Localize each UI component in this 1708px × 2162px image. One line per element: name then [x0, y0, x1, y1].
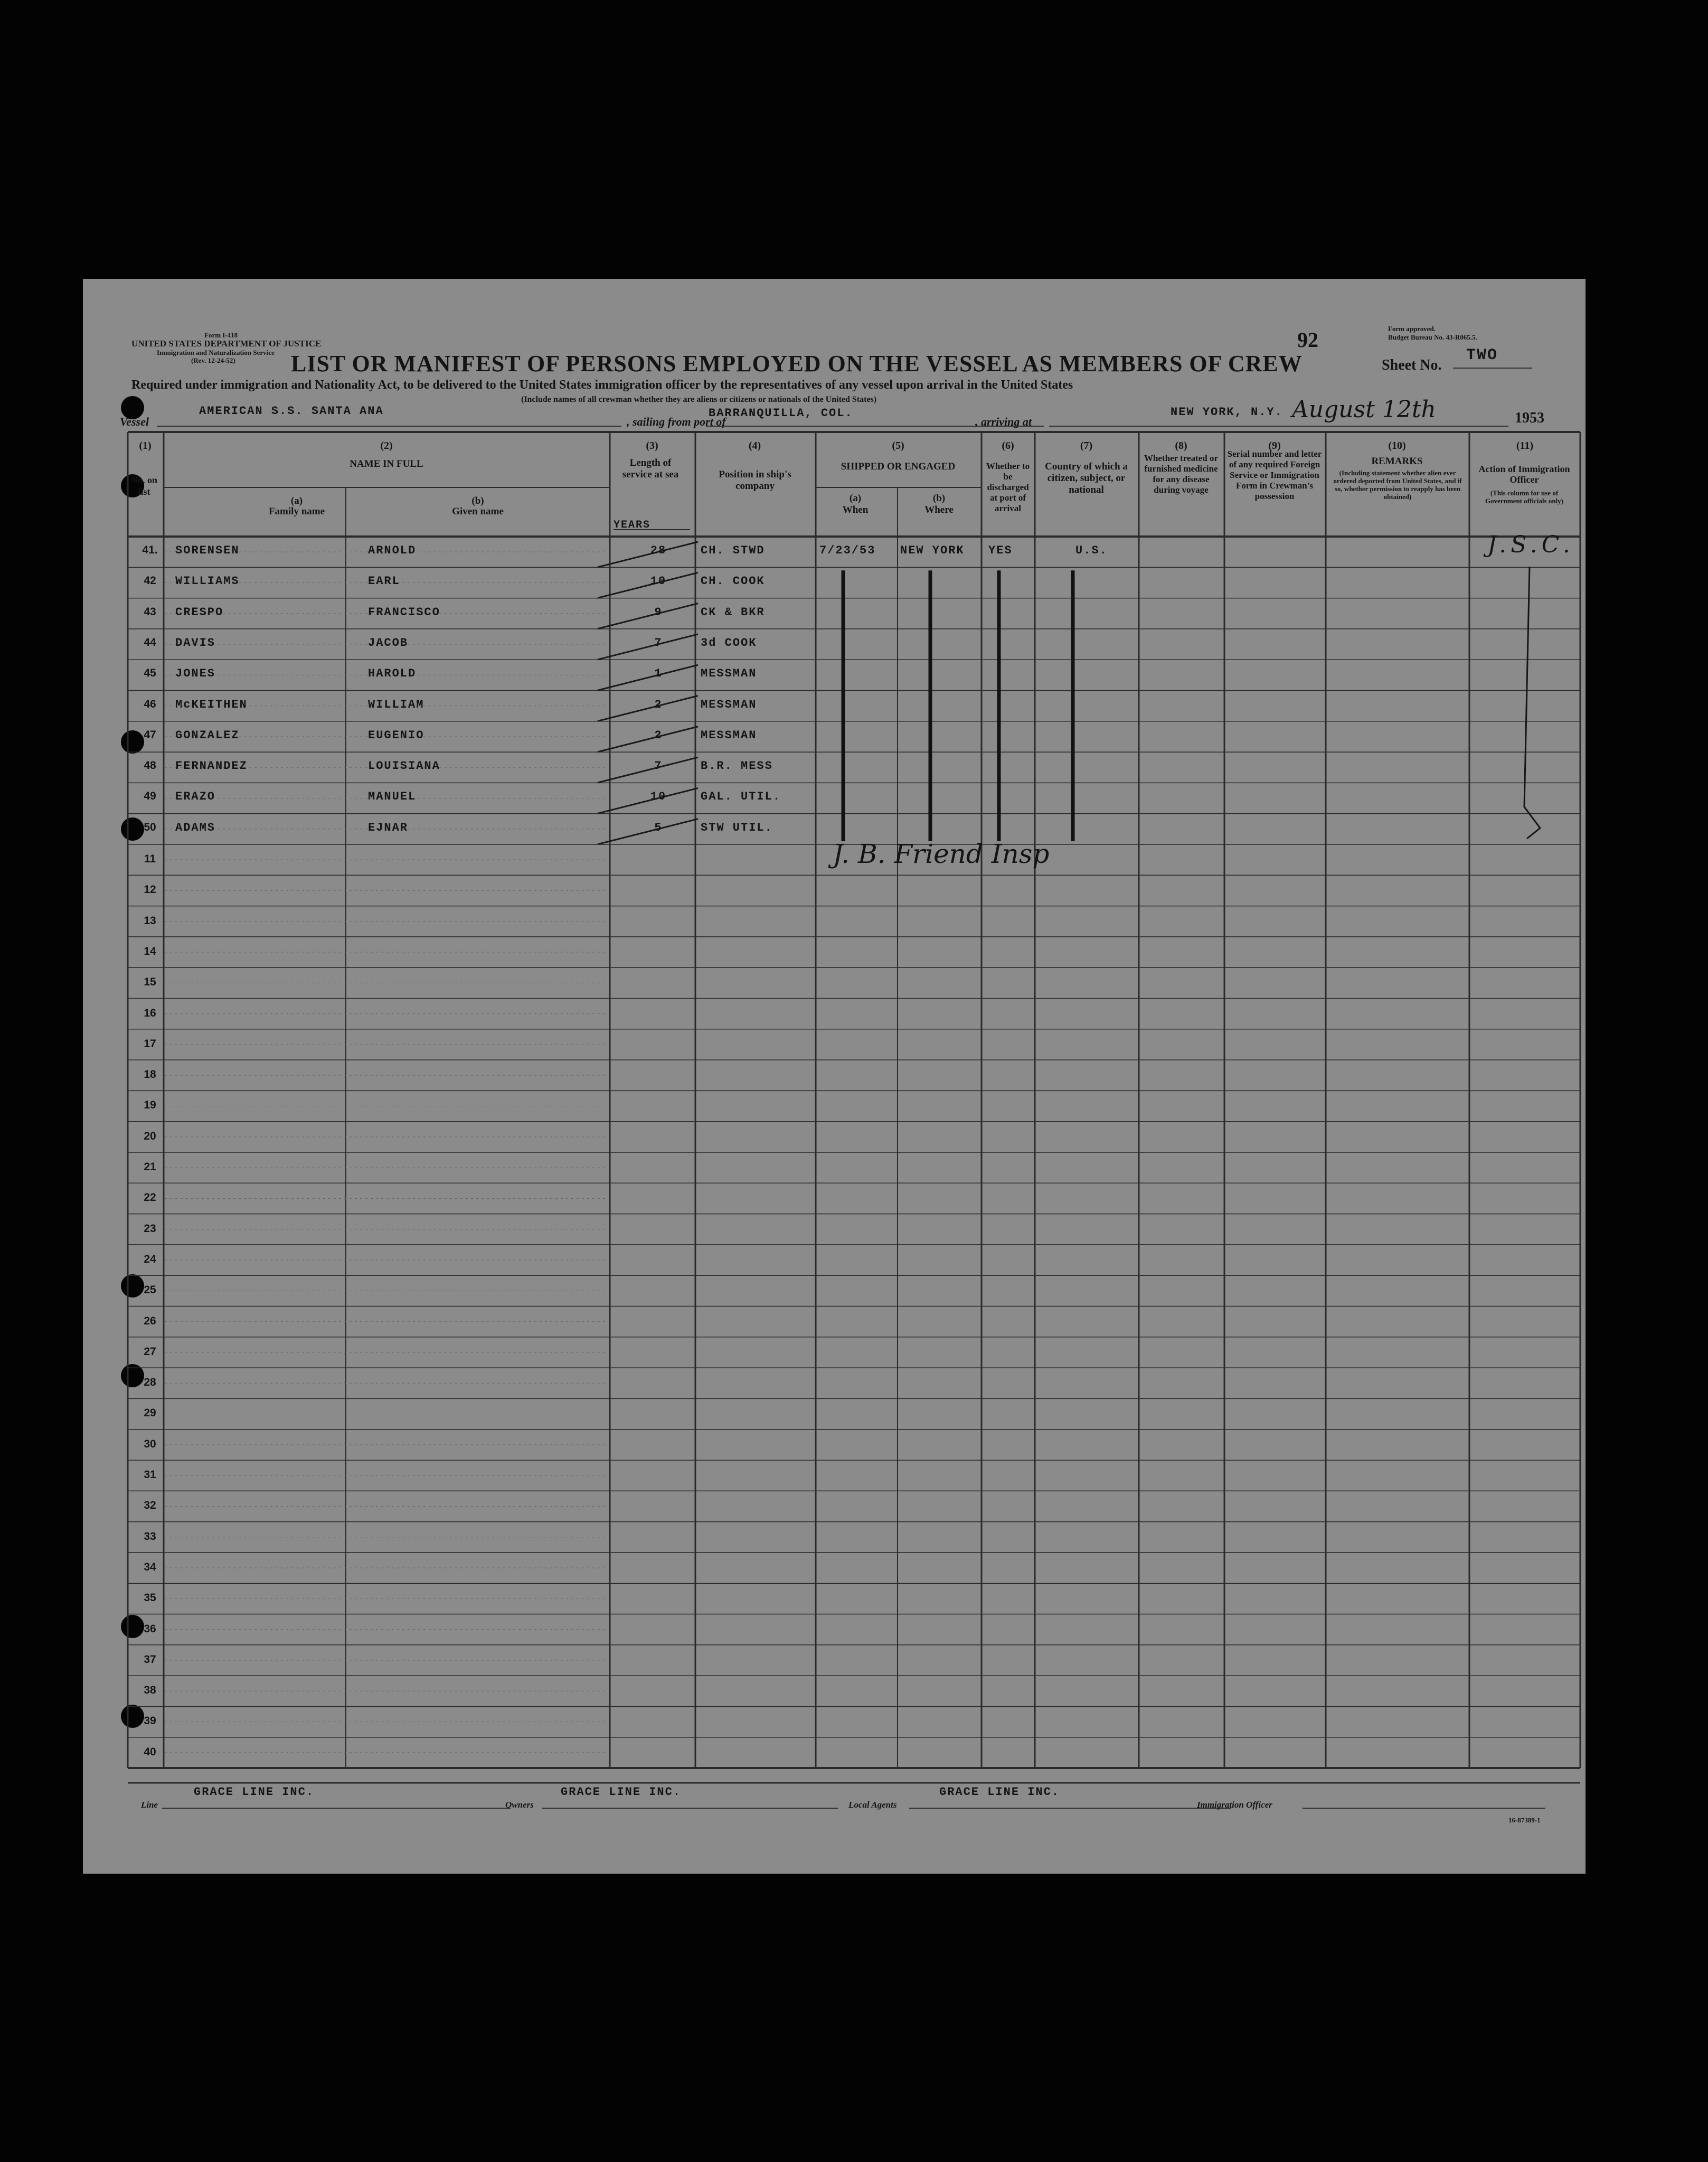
row-number: 30	[144, 1437, 156, 1450]
sheet-number: TWO	[1466, 346, 1498, 364]
budget-bureau: Budget Bureau No. 43-R065.5.	[1388, 333, 1477, 341]
name-in-full-header: NAME IN FULL	[350, 458, 423, 469]
position-header: Position in ship's company	[719, 469, 791, 492]
remarks-note: (Including statement whether alien ever ordered deported from United States, and if so, whether permission to reapply has been obtained)	[1333, 469, 1462, 501]
row-number: 33	[144, 1530, 156, 1543]
row-number: 49	[144, 790, 156, 803]
column-number-2: (2)	[380, 440, 393, 452]
sailing-port: BARRANQUILLA, COL.	[709, 407, 853, 420]
service-name: Immigration and Naturalization Service	[157, 349, 275, 356]
when-letter: (a)	[849, 493, 862, 504]
position-cell: MESSMAN	[701, 667, 757, 681]
years-at-sea-cell: 7	[654, 636, 663, 650]
family-name-cell: FERNANDEZ	[175, 759, 248, 773]
row-number: 39	[144, 1715, 156, 1727]
page-number: 92	[1297, 328, 1318, 352]
row-number: 28	[144, 1376, 156, 1389]
line-label: Line	[141, 1800, 158, 1810]
row-number: 14	[144, 945, 156, 957]
years-at-sea-cell: 7	[654, 759, 663, 773]
given-name-cell: EARL	[368, 575, 400, 588]
position-cell: GAL. UTIL.	[701, 790, 781, 804]
officer-underline	[1303, 1808, 1545, 1809]
owners-value: GRACE LINE INC.	[561, 1785, 682, 1799]
family-name-cell: WILLIAMS	[175, 575, 240, 588]
treated-header: Whether treated or furnished medicine for any disease during voyage	[1144, 453, 1219, 495]
agents-underline	[909, 1808, 1231, 1809]
agents-value: GRACE LINE INC.	[939, 1785, 1060, 1799]
family-name-cell: CRESPO	[175, 605, 224, 619]
years-at-sea-cell: 1	[654, 667, 663, 681]
manifest-sheet	[83, 279, 1586, 1874]
column-number-11: (11)	[1516, 440, 1534, 452]
row-number: 29	[144, 1407, 156, 1420]
row-number: 23	[144, 1222, 156, 1235]
years-at-sea-cell: 10	[650, 790, 667, 804]
row-number: 27	[144, 1345, 156, 1358]
row-number: 31	[144, 1469, 156, 1481]
arrival-year: 1953	[1515, 410, 1544, 426]
department-name: UNITED STATES DEPARTMENT OF JUSTICE	[131, 339, 322, 349]
row-number: 48	[144, 759, 156, 772]
column-number-6: (6)	[1002, 440, 1014, 452]
row-number: 32	[144, 1499, 156, 1512]
manifest-subtitle: Required under immigration and Nationality Act, to be delivered to the United States immigration officer by the representatives of any vessel upon arrival in the United States	[131, 378, 1073, 392]
arriving-port: NEW YORK, N.Y.	[1171, 406, 1283, 419]
given-name-cell: LOUISIANA	[368, 759, 440, 773]
family-name-cell: DAVIS	[175, 636, 216, 650]
given-name-cell: HAROLD	[368, 667, 417, 681]
officer-initials: J.S.C.	[1487, 531, 1574, 558]
row-number: 18	[144, 1068, 156, 1081]
column-number-1: (1)	[139, 440, 152, 452]
years-at-sea-cell: 2	[654, 698, 663, 711]
family-name-cell: McKEITHEN	[175, 698, 248, 711]
column-number-10: (10)	[1388, 440, 1406, 452]
given-name-cell: EUGENIO	[368, 728, 424, 742]
years-at-sea-cell: 28	[650, 544, 667, 557]
row-number: 20	[144, 1130, 156, 1142]
shipped-when-cell: 7/23/53	[819, 544, 876, 557]
sheet-label: Sheet No.	[1382, 357, 1442, 373]
row-number: 19	[144, 1099, 156, 1112]
row-number: 42	[144, 575, 156, 587]
row-number: 37	[144, 1653, 156, 1666]
column-number-4: (4)	[748, 440, 761, 452]
position-cell: MESSMAN	[701, 698, 757, 711]
row-number: 46	[144, 698, 156, 710]
column-number-8: (8)	[1175, 440, 1187, 452]
agents-label: Local Agents	[848, 1800, 897, 1810]
given-letter: (b)	[471, 495, 484, 506]
form-approved: Form approved.	[1388, 325, 1436, 333]
officer-bracket	[1524, 567, 1540, 839]
action-note: (This column for use of Government officials only)	[1485, 489, 1564, 505]
family-name-cell: GONZALEZ	[175, 728, 240, 742]
row-number: 44	[144, 636, 156, 648]
row-number: 45	[144, 667, 156, 680]
form-number: Form I-418	[204, 331, 238, 339]
shipped-header: SHIPPED OR ENGAGED	[841, 461, 956, 472]
row-number: 15	[144, 976, 156, 989]
row-number: 38	[144, 1684, 156, 1697]
column-number-3: (3)	[646, 440, 658, 452]
line-underline	[162, 1808, 511, 1809]
family-name-cell: ADAMS	[175, 821, 216, 834]
action-header: Action of Immigration Officer	[1478, 464, 1570, 485]
row-number: 13	[144, 914, 156, 927]
discharged-cell: YES	[988, 544, 1013, 557]
row-number: 34	[144, 1561, 156, 1573]
family-name-cell: SORENSEN	[175, 544, 240, 557]
row-number: 40	[144, 1745, 156, 1758]
family-name-cell: JONES	[175, 667, 216, 681]
manifest-title: LIST OR MANIFEST OF PERSONS EMPLOYED ON THE VESSEL AS MEMBERS OF CREW	[291, 351, 1303, 377]
row-number: 21	[144, 1161, 156, 1173]
line-value: GRACE LINE INC.	[194, 1785, 315, 1799]
row-number: 24	[144, 1253, 156, 1265]
row-number: 22	[144, 1191, 156, 1204]
position-cell: CK & BKR	[701, 605, 765, 619]
given-name-cell: ARNOLD	[368, 544, 417, 557]
position-cell: STW UTIL.	[701, 821, 773, 834]
given-name-cell: FRANCISCO	[368, 605, 440, 619]
years-at-sea-cell: 9	[654, 605, 663, 619]
shipped-where-cell: NEW YORK	[900, 544, 965, 557]
family-letter: (a)	[290, 495, 303, 506]
where-letter: (b)	[932, 493, 946, 504]
remarks-header: REMARKS	[1371, 456, 1423, 467]
given-name-cell: WILLIAM	[368, 698, 424, 711]
position-cell: B.R. MESS	[701, 759, 773, 773]
column-number-9: (9)	[1268, 440, 1281, 452]
serial-header: Serial number and letter of any required Foreign Service or Immigration Form in Crewman's possession	[1227, 449, 1322, 501]
years-at-sea-cell: 2	[654, 728, 663, 742]
arriving-label: , arriving at	[975, 415, 1032, 428]
where-header: Where	[924, 504, 954, 515]
arrival-date: August 12th	[1292, 396, 1436, 423]
row-number: 26	[144, 1314, 156, 1327]
position-cell: CH. COOK	[701, 575, 765, 588]
row-number: 11	[144, 853, 156, 865]
row-number: 16	[144, 1007, 156, 1019]
row-number: 50	[144, 821, 156, 833]
position-cell: MESSMAN	[701, 728, 757, 742]
when-header: When	[842, 504, 869, 515]
owners-label: Owners	[505, 1800, 534, 1810]
family-name-header: Family name	[268, 506, 325, 517]
row-number: 36	[144, 1622, 156, 1635]
length-service-header: Length of service at sea	[622, 457, 679, 480]
no-on-list-header: No. on list	[130, 475, 157, 497]
country-cell: U.S.	[1075, 544, 1108, 557]
column-number-5: (5)	[892, 440, 904, 452]
footer-code: 16-87389-1	[1508, 1816, 1541, 1824]
row-number: 41.	[142, 544, 158, 556]
given-name-cell: JACOB	[368, 636, 409, 650]
row-number: 47	[144, 728, 156, 741]
revision-date: (Rev. 12-24-52)	[191, 356, 235, 364]
row-number: 25	[144, 1284, 156, 1296]
row-number: 35	[144, 1592, 156, 1604]
years-at-sea-cell: 5	[654, 821, 663, 834]
country-header: Country of which a citizen, subject, or national	[1045, 461, 1128, 495]
officer-label: Immigration Officer	[1197, 1800, 1272, 1810]
owners-underline	[542, 1808, 838, 1809]
inspector-signature: J. B. Friend Insp	[833, 839, 1050, 869]
given-name-header: Given name	[452, 506, 504, 517]
position-cell: CH. STWD	[701, 544, 765, 557]
sailing-label: , sailing from port of	[627, 415, 726, 428]
row-number: 12	[144, 883, 156, 896]
row-number: 17	[144, 1037, 156, 1050]
given-name-cell: MANUEL	[368, 790, 417, 804]
include-note: (Include names of all crewman whether they are aliens or citizens or nationals of the United States)	[521, 395, 877, 404]
column-number-7: (7)	[1080, 440, 1093, 452]
discharged-header: Whether to be discharged at port of arrival	[986, 461, 1030, 513]
years-unit: YEARS	[614, 519, 651, 531]
years-at-sea-cell: 10	[650, 575, 667, 588]
position-cell: 3d COOK	[701, 636, 757, 650]
vessel-name: AMERICAN S.S. SANTA ANA	[199, 405, 384, 418]
row-number: 43	[144, 605, 156, 618]
vessel-label: Vessel	[120, 415, 149, 428]
family-name-cell: ERAZO	[175, 790, 216, 804]
manifest-table-grid	[83, 279, 1586, 1874]
given-name-cell: EJNAR	[368, 821, 409, 834]
